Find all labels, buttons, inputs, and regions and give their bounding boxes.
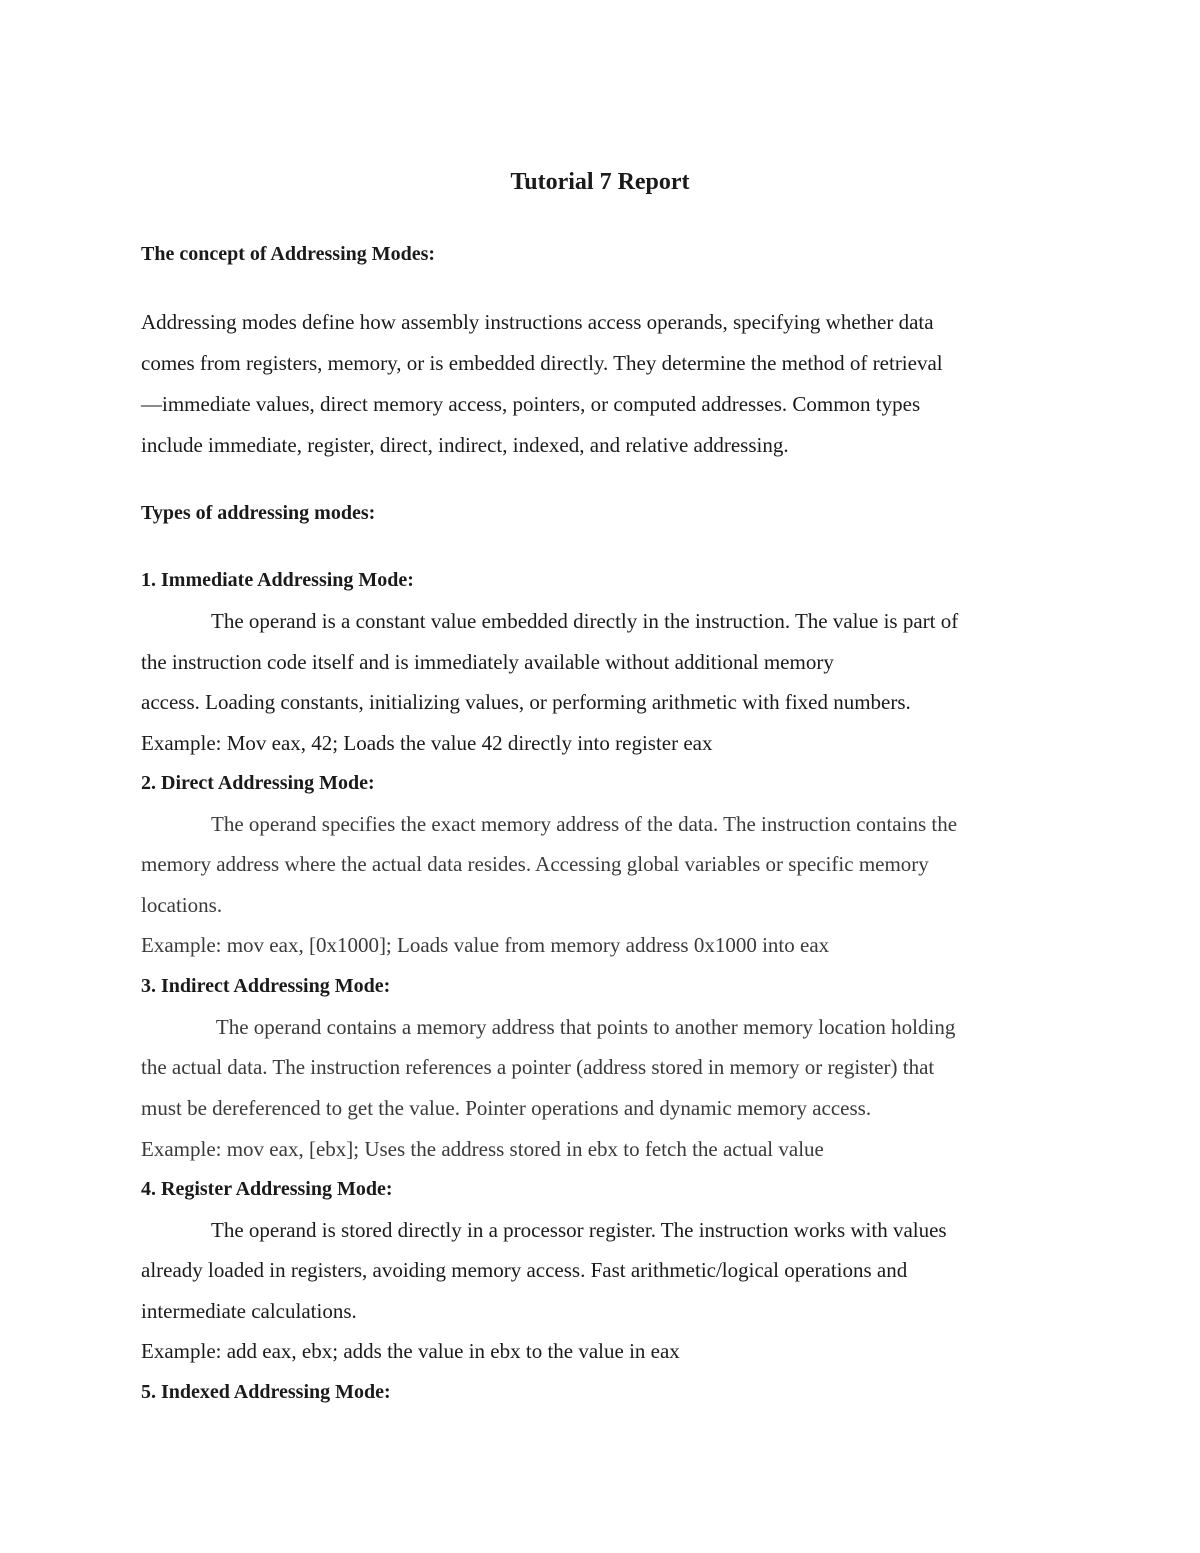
mode-description-line: must be dereferenced to get the value. Pointer operations and dynamic memory access.	[141, 1096, 872, 1120]
mode-heading-immediate: 1. Immediate Addressing Mode:	[141, 569, 414, 591]
mode-heading-register: 4. Register Addressing Mode:	[141, 1178, 393, 1200]
mode-heading-direct: 2. Direct Addressing Mode:	[141, 772, 375, 794]
mode-description-line: The operand is stored directly in a processor register. The instruction works with values	[211, 1218, 947, 1242]
mode-description-line: access. Loading constants, initializing values, or performing arithmetic with fixed numbers.	[141, 690, 911, 714]
document-title: Tutorial 7 Report	[510, 169, 690, 195]
concept-line: —immediate values, direct memory access, pointers, or computed addresses. Common types	[141, 392, 921, 416]
mode-example: Example: mov eax, [ebx]; Uses the address stored in ebx to fetch the actual value	[141, 1137, 824, 1161]
mode-description-line: The operand contains a memory address that points to another memory location holding	[211, 1015, 956, 1039]
mode-description-line: memory address where the actual data resides. Accessing global variables or specific memory	[141, 852, 929, 876]
mode-description-line: already loaded in registers, avoiding memory access. Fast arithmetic/logical operations and	[141, 1258, 908, 1282]
mode-description-line: the instruction code itself and is immediately available without additional memory	[141, 650, 834, 674]
types-heading: Types of addressing modes:	[141, 502, 376, 524]
concept-line: include immediate, register, direct, indirect, indexed, and relative addressing.	[141, 433, 789, 457]
mode-description-line: locations.	[141, 893, 223, 917]
mode-example: Example: mov eax, [0x1000]; Loads value from memory address 0x1000 into eax	[141, 933, 830, 957]
mode-heading-indexed: 5. Indexed Addressing Mode:	[141, 1381, 391, 1403]
mode-description-line: The operand is a constant value embedded directly in the instruction. The value is part of	[211, 609, 959, 633]
mode-example: Example: add eax, ebx; adds the value in ebx to the value in eax	[141, 1339, 680, 1363]
mode-description-line: The operand specifies the exact memory address of the data. The instruction contains the	[211, 812, 958, 836]
mode-heading-indirect: 3. Indirect Addressing Mode:	[141, 975, 391, 997]
mode-description-line: the actual data. The instruction references a pointer (address stored in memory or register) that	[141, 1055, 935, 1079]
concept-heading: The concept of Addressing Modes:	[141, 243, 436, 265]
concept-line: comes from registers, memory, or is embedded directly. They determine the method of retrieval	[141, 351, 943, 375]
concept-line: Addressing modes define how assembly instructions access operands, specifying whether data	[141, 310, 934, 334]
mode-example: Example: Mov eax, 42; Loads the value 42 directly into register eax	[141, 731, 713, 755]
mode-description-line: intermediate calculations.	[141, 1299, 357, 1323]
